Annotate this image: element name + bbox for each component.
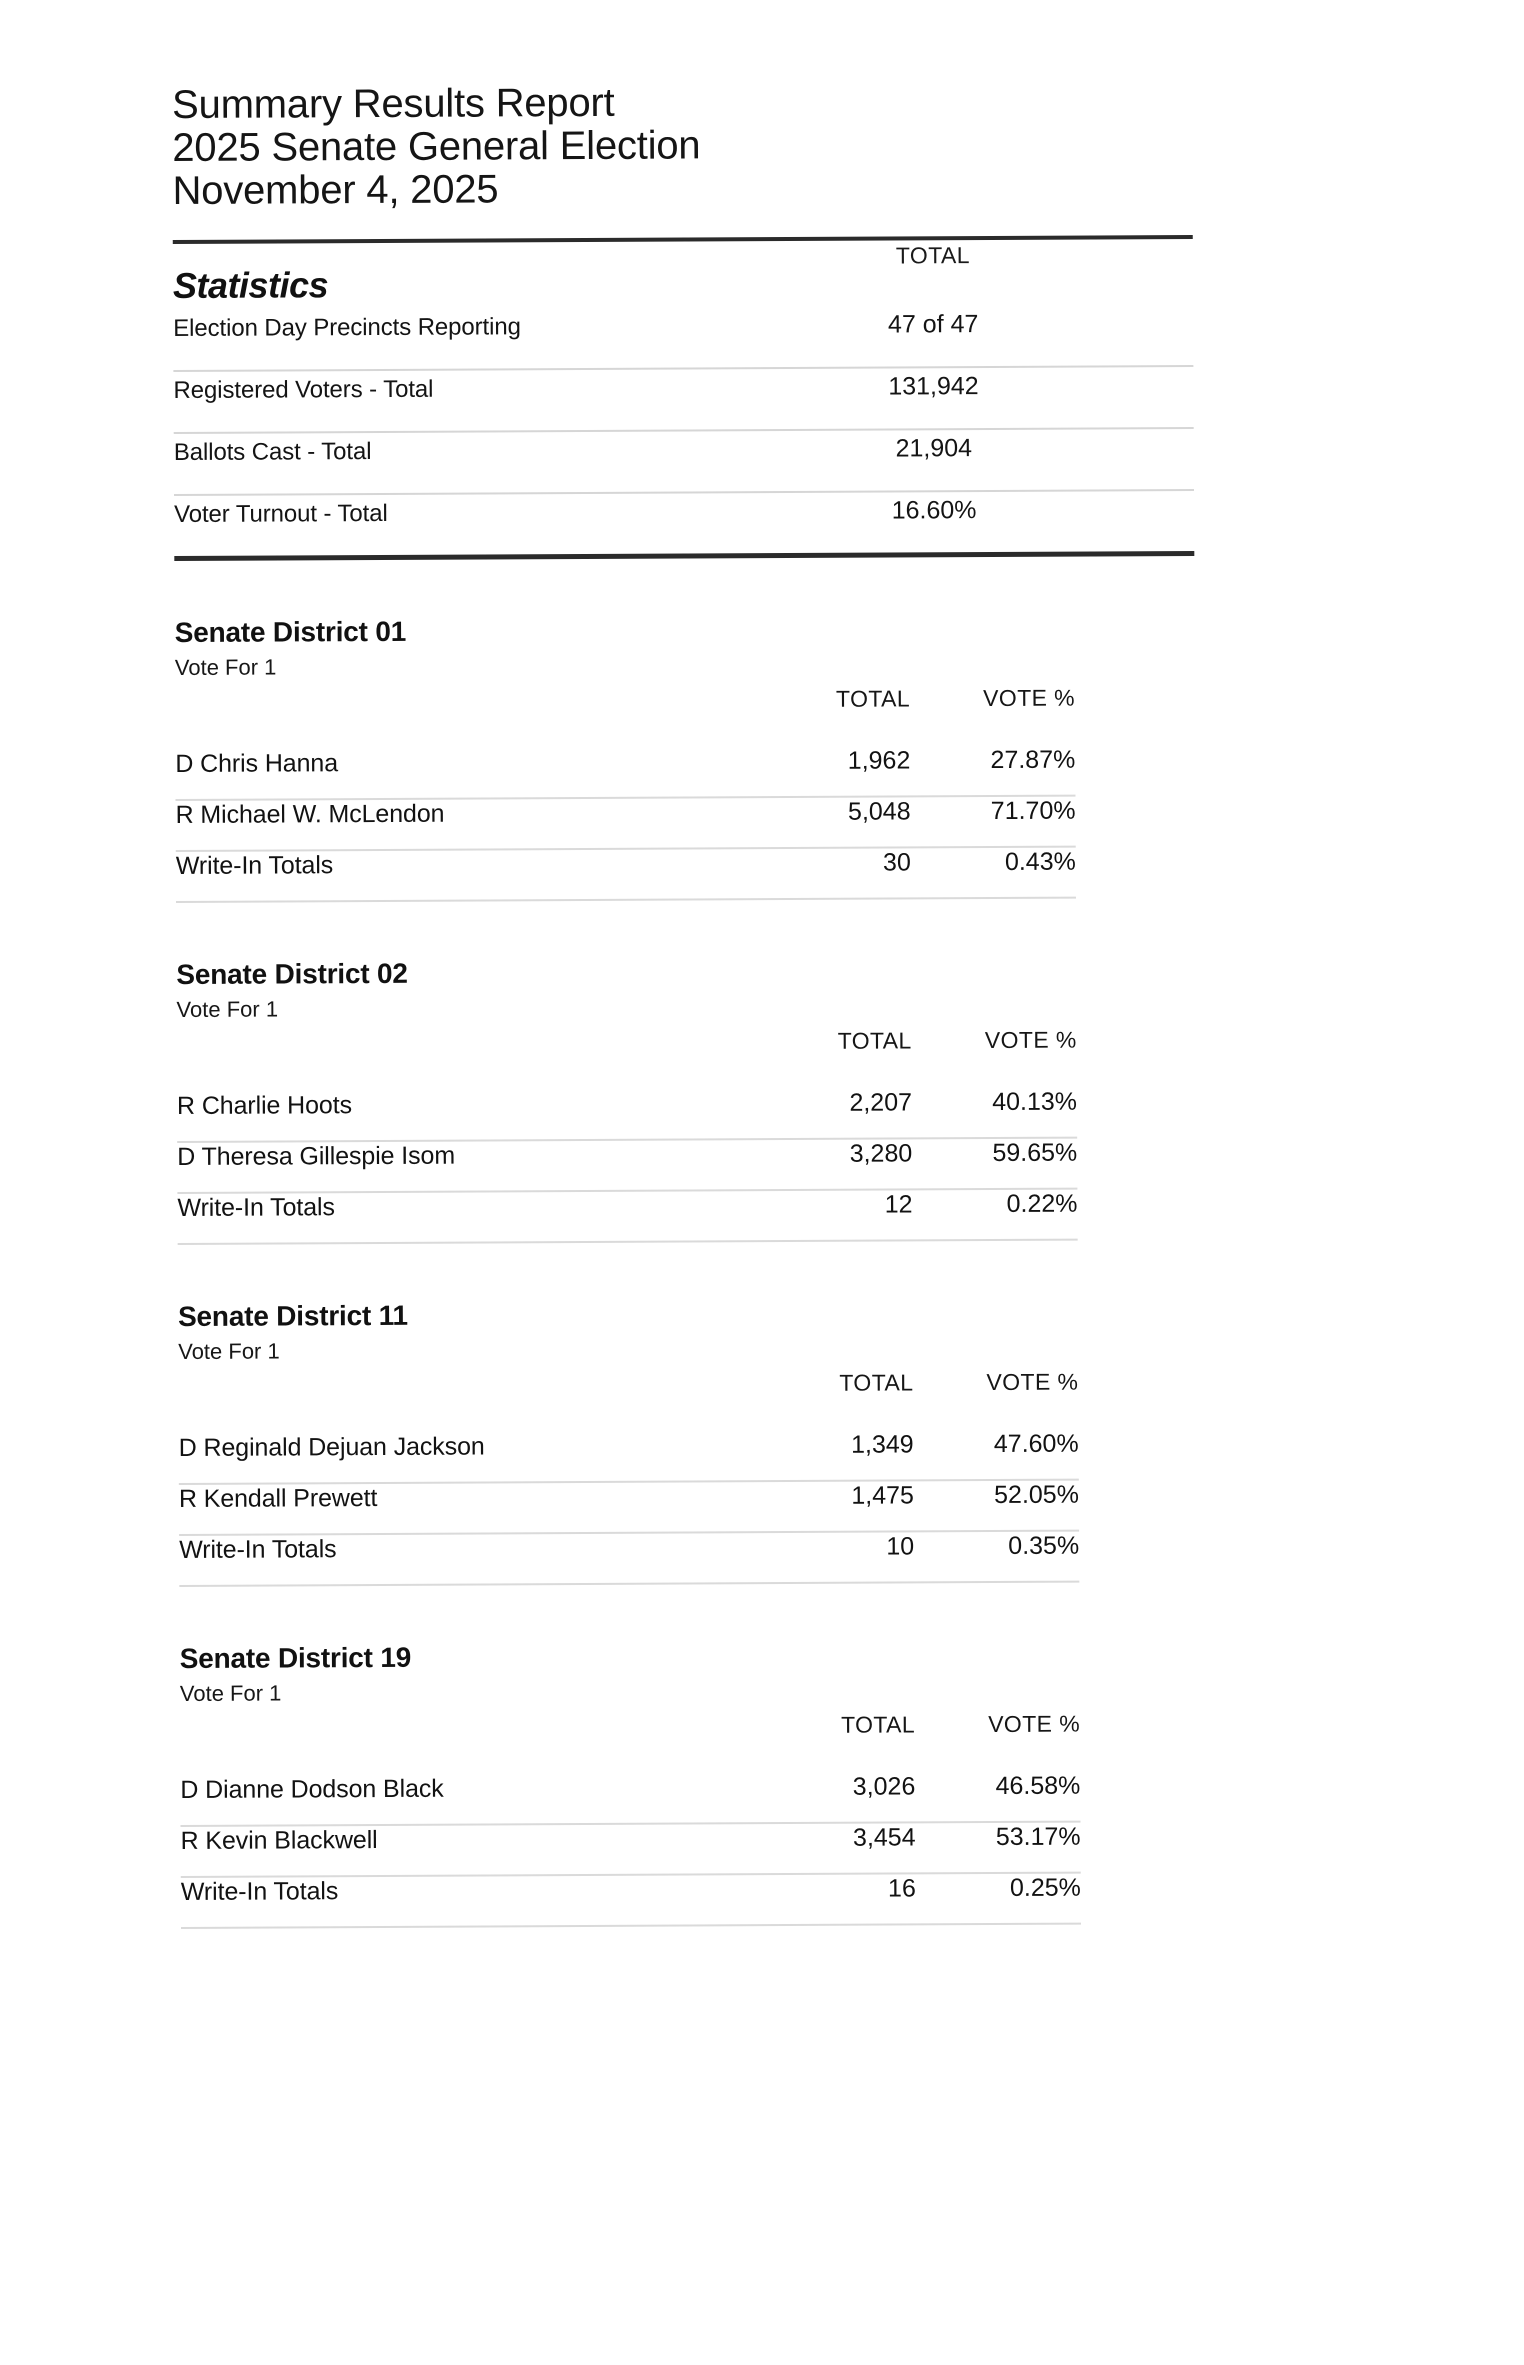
table-row <box>181 1822 1081 1875</box>
candidate-vote-pct: 47.60% <box>993 1429 1079 1458</box>
report-title-line-1: Summary Results Report <box>171 80 615 127</box>
contest-vote-for: Vote For 1 <box>176 996 279 1022</box>
column-header-vote-pct: VOTE % <box>984 1026 1077 1053</box>
table-row <box>177 1087 1077 1140</box>
table-row <box>179 1531 1079 1584</box>
candidate-name: R Charlie Hoots <box>176 1090 353 1120</box>
table-row <box>173 367 1193 432</box>
candidate-name: Write-In Totals <box>179 1534 337 1564</box>
report-title-line-2: 2025 Senate General Election <box>172 123 701 171</box>
statistics-total-column-header: TOTAL <box>895 241 970 269</box>
candidate-vote-pct: 53.17% <box>995 1822 1081 1851</box>
candidate-total: 1,349 <box>851 1429 914 1459</box>
candidate-name: Write-In Totals <box>177 1192 335 1222</box>
candidate-total: 30 <box>882 847 911 877</box>
table-row <box>180 1771 1080 1824</box>
candidate-name: R Kevin Blackwell <box>180 1825 378 1855</box>
statistics-row-value: 131,942 <box>888 371 979 401</box>
candidate-vote-pct: 27.87% <box>990 745 1076 774</box>
candidate-total: 16 <box>887 1873 916 1903</box>
table-row <box>176 796 1076 849</box>
candidate-vote-pct: 0.25% <box>1009 1873 1081 1902</box>
table-row <box>174 491 1194 556</box>
column-header-vote-pct: VOTE % <box>983 684 1076 711</box>
statistics-row-label: Registered Voters - Total <box>173 375 434 404</box>
candidate-total: 3,280 <box>849 1138 913 1168</box>
table-row <box>179 1480 1079 1533</box>
candidate-total: 3,026 <box>852 1771 916 1801</box>
report-title-block <box>172 79 1273 214</box>
candidate-name: R Kendall Prewett <box>178 1483 378 1513</box>
table-row <box>181 1873 1081 1926</box>
statistics-table <box>173 235 1195 561</box>
candidate-total: 12 <box>884 1189 913 1219</box>
contest-column-headers <box>180 1710 1080 1775</box>
contest-senate-district-01 <box>175 612 1076 902</box>
column-header-total: TOTAL <box>840 1710 916 1738</box>
contest-vote-for: Vote For 1 <box>179 1680 282 1706</box>
table-row <box>179 1429 1079 1482</box>
candidate-total: 10 <box>886 1531 915 1561</box>
statistics-row-value: 21,904 <box>895 433 973 463</box>
table-row <box>175 745 1075 798</box>
statistics-row-label: Election Day Precincts Reporting <box>173 312 521 342</box>
candidate-name: D Theresa Gillespie Isom <box>177 1141 456 1171</box>
statistics-row-value: 47 of 47 <box>887 309 979 339</box>
table-row <box>173 305 1193 370</box>
table-row <box>176 847 1076 900</box>
candidate-vote-pct: 0.35% <box>1008 1531 1080 1560</box>
candidate-vote-pct: 71.70% <box>990 796 1076 825</box>
column-header-vote-pct: VOTE % <box>988 1710 1081 1737</box>
contest-column-headers <box>177 1026 1077 1091</box>
table-row <box>174 429 1194 494</box>
candidate-vote-pct: 0.43% <box>1004 847 1076 876</box>
candidate-name: R Michael W. McLendon <box>175 799 445 829</box>
candidate-vote-pct: 59.65% <box>992 1138 1078 1167</box>
contest-column-headers <box>178 1368 1078 1433</box>
candidate-name: D Reginald Dejuan Jackson <box>178 1432 485 1462</box>
report-title-line-3: November 4, 2025 <box>172 167 499 214</box>
contest-vote-for: Vote For 1 <box>178 1338 280 1364</box>
contest-senate-district-19 <box>180 1638 1081 1928</box>
report-content <box>172 79 1281 1929</box>
candidate-name: D Dianne Dodson Black <box>180 1774 444 1804</box>
candidate-name: D Chris Hanna <box>175 748 339 778</box>
contest-senate-district-11 <box>178 1296 1079 1586</box>
contest-title: Senate District 19 <box>179 1641 412 1674</box>
candidate-total: 1,962 <box>847 745 911 775</box>
statistics-row-label: Ballots Cast - Total <box>173 437 372 466</box>
candidate-vote-pct: 52.05% <box>994 1480 1079 1509</box>
candidate-total: 2,207 <box>849 1087 913 1117</box>
candidate-vote-pct: 46.58% <box>995 1771 1081 1800</box>
contest-title: Senate District 11 <box>177 1299 408 1332</box>
column-header-total: TOTAL <box>837 1026 912 1054</box>
statistics-row-label: Voter Turnout - Total <box>174 499 388 528</box>
statistics-row-value: 16.60% <box>891 495 977 525</box>
candidate-vote-pct: 40.13% <box>992 1087 1078 1116</box>
candidate-total: 1,475 <box>851 1480 914 1510</box>
statistics-section-title: Statistics <box>172 263 329 306</box>
column-header-total: TOTAL <box>835 684 911 712</box>
candidate-total: 3,454 <box>852 1822 916 1852</box>
table-row <box>177 1189 1077 1242</box>
contest-vote-for: Vote For 1 <box>174 654 277 680</box>
contest-title: Senate District 01 <box>174 615 407 648</box>
table-row <box>177 1138 1077 1191</box>
contest-title: Senate District 02 <box>176 957 408 990</box>
candidate-name: Write-In Totals <box>180 1876 339 1906</box>
contest-senate-district-02 <box>176 954 1077 1244</box>
statistics-header-row <box>173 239 1193 310</box>
candidate-total: 5,048 <box>847 796 911 826</box>
contest-column-headers <box>175 684 1075 749</box>
column-header-total: TOTAL <box>839 1368 914 1396</box>
column-header-vote-pct: VOTE % <box>986 1368 1079 1395</box>
candidate-name: Write-In Totals <box>175 850 334 880</box>
candidate-vote-pct: 0.22% <box>1006 1189 1078 1218</box>
